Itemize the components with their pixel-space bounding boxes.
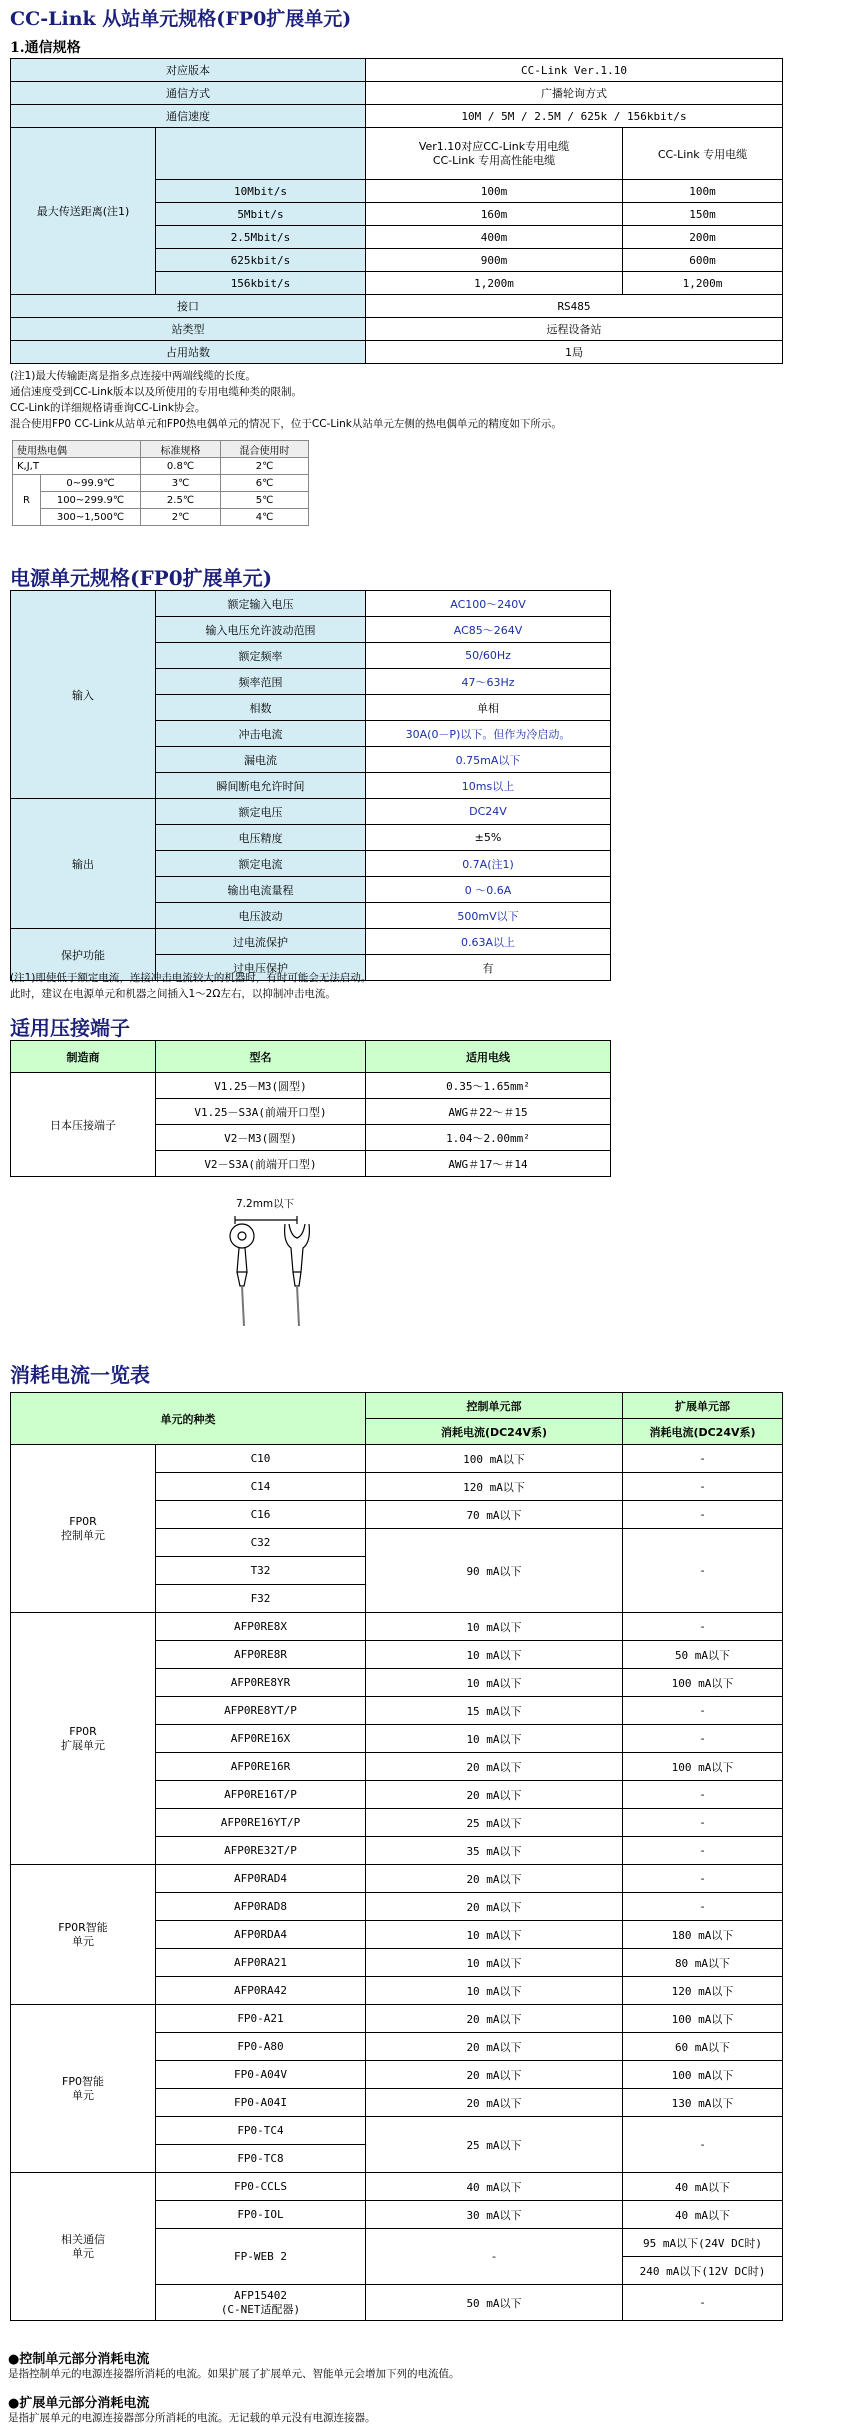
- thermo-std: 0.8℃: [141, 458, 221, 475]
- footnote-text: 是指控制单元的电源连接器所消耗的电流。如果扩展了扩展单元、智能单元会增加下列的电流值。: [8, 2368, 460, 2380]
- power-label: 额定电流: [156, 851, 366, 877]
- crimp-maker: 日本压接端子: [11, 1073, 156, 1177]
- ctrl-current: 10 mA以下: [366, 1949, 623, 1977]
- unit-name: AFP0RAD4: [156, 1865, 366, 1893]
- power-note: 此时，建议在电源单元和机器之间插入1～2Ω左右，以抑制冲击电流。: [10, 988, 336, 1000]
- crimp-wire: 0.35～1.65mm²: [366, 1073, 611, 1099]
- thermo-std: 2℃: [141, 509, 221, 526]
- unit-name: FP0-TC4: [156, 2117, 366, 2145]
- thermo-range: 300~1,500℃: [41, 509, 141, 526]
- group-label: FP0R 控制单元: [11, 1445, 156, 1613]
- power-label: 输出电流量程: [156, 877, 366, 903]
- unit-name: AFP0RE16YT/P: [156, 1809, 366, 1837]
- unit-name: FP0-A80: [156, 2033, 366, 2061]
- consumption-table: [10, 1392, 783, 2321]
- power-note: (注1)即使低于额定电流，连接冲击电流较大的机器时，有时可能会无法启动。: [10, 972, 372, 984]
- crimp-terminal-illustration: [215, 1210, 325, 1330]
- ctrl-current: 40 mA以下: [366, 2173, 623, 2201]
- ctrl-current: -: [366, 2229, 623, 2285]
- dist-a: 900m: [366, 249, 623, 272]
- exp-current: -: [623, 1697, 783, 1725]
- dist-b: 100m: [623, 180, 783, 203]
- ctrl-current: 15 mA以下: [366, 1697, 623, 1725]
- power-value: 单相: [366, 695, 611, 721]
- expansion-unit-subheader: 消耗电流(DC24V系): [623, 1419, 783, 1445]
- exp-current: -: [623, 1809, 783, 1837]
- control-unit-subheader: 消耗电流(DC24V系): [366, 1419, 623, 1445]
- comm-value: 广播轮询方式: [366, 82, 783, 105]
- power-label: 漏电流: [156, 747, 366, 773]
- comm-value: CC-Link Ver.1.10: [366, 59, 783, 82]
- exp-current: 100 mA以下: [623, 2005, 783, 2033]
- thermo-header: 使用热电偶: [13, 441, 141, 458]
- thermo-header: 混合使用时: [221, 441, 309, 458]
- power-value: 10ms以上: [366, 773, 611, 799]
- comm-spec-table: [10, 58, 783, 364]
- unit-name: T32: [156, 1557, 366, 1585]
- power-label: 额定电压: [156, 799, 366, 825]
- unit-name: AFP0RE16R: [156, 1753, 366, 1781]
- ctrl-current: 120 mA以下: [366, 1473, 623, 1501]
- output-group-label: 输出: [11, 799, 156, 929]
- thermo-mixed: 4℃: [221, 509, 309, 526]
- ctrl-current: 35 mA以下: [366, 1837, 623, 1865]
- ring-terminal-icon: [230, 1224, 254, 1248]
- ctrl-current: 25 mA以下: [366, 2117, 623, 2173]
- crimp-wire: AWG＃22～＃15: [366, 1099, 611, 1125]
- dist-a: 100m: [366, 180, 623, 203]
- power-label: 频率范围: [156, 669, 366, 695]
- power-label: 过电压保护: [156, 955, 366, 981]
- dist-speed: 5Mbit/s: [156, 203, 366, 226]
- exp-current: -: [623, 2117, 783, 2173]
- unit-name: AFP0RA21: [156, 1949, 366, 1977]
- exp-current: 40 mA以下: [623, 2173, 783, 2201]
- exp-current: 100 mA以下: [623, 2061, 783, 2089]
- exp-current: 95 mA以下(24V DC时): [623, 2229, 783, 2257]
- power-value: DC24V: [366, 799, 611, 825]
- power-value: 500mV以下: [366, 903, 611, 929]
- unit-type-header: 单元的种类: [11, 1393, 366, 1445]
- thermo-range: 100~299.9℃: [41, 492, 141, 509]
- thermo-mixed: 5℃: [221, 492, 309, 509]
- unit-name: AFP0RDA4: [156, 1921, 366, 1949]
- unit-name: AFP0RE32T/P: [156, 1837, 366, 1865]
- comm-label: 占用站数: [11, 341, 366, 364]
- dist-a: 160m: [366, 203, 623, 226]
- exp-current: 60 mA以下: [623, 2033, 783, 2061]
- unit-name: FP0-CCLS: [156, 2173, 366, 2201]
- unit-name: AFP0RAD8: [156, 1893, 366, 1921]
- comm-heading: 1.通信规格: [10, 40, 81, 56]
- dist-speed: 10Mbit/s: [156, 180, 366, 203]
- unit-name: F32: [156, 1585, 366, 1613]
- dist-head-1: Ver1.10对应CC-Link专用电缆 CC-Link 专用高性能电缆: [366, 128, 623, 180]
- group-label: FP0智能 单元: [11, 2005, 156, 2173]
- power-value: AC100～240V: [366, 591, 611, 617]
- dist-a: 1,200m: [366, 272, 623, 295]
- exp-current: 180 mA以下: [623, 1921, 783, 1949]
- footnote-heading: ●扩展单元部分消耗电流: [8, 2396, 150, 2411]
- unit-name: FP0-A04V: [156, 2061, 366, 2089]
- exp-current: 120 mA以下: [623, 1977, 783, 2005]
- power-value: 0.7A(注1): [366, 851, 611, 877]
- comm-label: 接口: [11, 295, 366, 318]
- exp-current: -: [623, 1893, 783, 1921]
- unit-name: AFP0RE8YT/P: [156, 1697, 366, 1725]
- exp-current: 100 mA以下: [623, 1669, 783, 1697]
- group-label: FP0R智能 单元: [11, 1865, 156, 2005]
- exp-current: -: [623, 1529, 783, 1613]
- unit-name: AFP0RE8R: [156, 1641, 366, 1669]
- exp-current: 240 mA以下(12V DC时): [623, 2257, 783, 2285]
- crimp-title: 适用压接端子: [10, 1016, 130, 1040]
- power-label: 额定频率: [156, 643, 366, 669]
- exp-current: -: [623, 1613, 783, 1641]
- power-label: 过电流保护: [156, 929, 366, 955]
- power-value: 0 ～0.6A: [366, 877, 611, 903]
- consumption-title: 消耗电流一览表: [10, 1363, 150, 1387]
- ctrl-current: 70 mA以下: [366, 1501, 623, 1529]
- power-title: 电源单元规格(FP0扩展单元): [10, 566, 273, 590]
- power-label: 电压精度: [156, 825, 366, 851]
- unit-name: AFP15402 (C-NET适配器): [156, 2285, 366, 2321]
- ctrl-current: 20 mA以下: [366, 2089, 623, 2117]
- footnote-heading: ●控制单元部分消耗电流: [8, 2352, 150, 2367]
- exp-current: -: [623, 1501, 783, 1529]
- ctrl-current: 100 mA以下: [366, 1445, 623, 1473]
- unit-name: AFP0RA42: [156, 1977, 366, 2005]
- ctrl-current: 20 mA以下: [366, 2005, 623, 2033]
- thermo-std: 2.5℃: [141, 492, 221, 509]
- exp-current: -: [623, 1781, 783, 1809]
- power-label: 瞬间断电允许时间: [156, 773, 366, 799]
- dist-head-2: CC-Link 专用电缆: [623, 128, 783, 180]
- unit-name: C14: [156, 1473, 366, 1501]
- exp-current: 130 mA以下: [623, 2089, 783, 2117]
- page-title: CC-Link 从站单元规格(FP0扩展单元): [10, 8, 352, 30]
- ctrl-current: 20 mA以下: [366, 1865, 623, 1893]
- crimp-header: 型名: [156, 1041, 366, 1073]
- dist-b: 200m: [623, 226, 783, 249]
- unit-name: AFP0RE8X: [156, 1613, 366, 1641]
- crimp-dimension-label: 7.2mm以下: [236, 1198, 295, 1210]
- ctrl-current: 10 mA以下: [366, 1613, 623, 1641]
- expansion-unit-header: 扩展单元部: [623, 1393, 783, 1419]
- unit-name: C10: [156, 1445, 366, 1473]
- exp-current: 50 mA以下: [623, 1641, 783, 1669]
- comm-value: RS485: [366, 295, 783, 318]
- exp-current: -: [623, 1445, 783, 1473]
- power-value: 50/60Hz: [366, 643, 611, 669]
- ctrl-current: 25 mA以下: [366, 1809, 623, 1837]
- unit-name: FP0-IOL: [156, 2201, 366, 2229]
- max-distance-label: 最大传送距离(注1): [11, 128, 156, 295]
- unit-name: FP0-TC8: [156, 2145, 366, 2173]
- power-label: 输入电压允许波动范围: [156, 617, 366, 643]
- power-label: 额定输入电压: [156, 591, 366, 617]
- dist-a: 400m: [366, 226, 623, 249]
- exp-current: -: [623, 1837, 783, 1865]
- group-label: 相关通信 单元: [11, 2173, 156, 2321]
- power-spec-table: [10, 590, 611, 981]
- protect-group-label: 保护功能: [11, 929, 156, 981]
- power-value: 47～63Hz: [366, 669, 611, 695]
- unit-name: C32: [156, 1529, 366, 1557]
- power-value: 0.75mA以下: [366, 747, 611, 773]
- unit-name: FP-WEB 2: [156, 2229, 366, 2285]
- dist-b: 600m: [623, 249, 783, 272]
- ctrl-current: 10 mA以下: [366, 1669, 623, 1697]
- comm-label: 站类型: [11, 318, 366, 341]
- unit-name: AFP0RE16X: [156, 1725, 366, 1753]
- comm-value: 1局: [366, 341, 783, 364]
- comm-label: 对应版本: [11, 59, 366, 82]
- unit-name: AFP0RE16T/P: [156, 1781, 366, 1809]
- exp-current: -: [623, 1725, 783, 1753]
- group-label: FP0R 扩展单元: [11, 1613, 156, 1865]
- unit-name: FP0-A21: [156, 2005, 366, 2033]
- comm-note: CC-Link的详细规格请垂询CC-Link协会。: [10, 402, 206, 414]
- power-value: 0.63A以上: [366, 929, 611, 955]
- crimp-table: [10, 1040, 611, 1177]
- thermocouple-table: [12, 440, 309, 526]
- crimp-model: V1.25－S3A(前端开口型): [156, 1099, 366, 1125]
- control-unit-header: 控制单元部: [366, 1393, 623, 1419]
- crimp-model: V2－S3A(前端开口型): [156, 1151, 366, 1177]
- ctrl-current: 20 mA以下: [366, 2061, 623, 2089]
- fork-terminal-icon: [285, 1224, 310, 1272]
- power-label: 相数: [156, 695, 366, 721]
- power-label: 电压波动: [156, 903, 366, 929]
- unit-name: FP0-A04I: [156, 2089, 366, 2117]
- ctrl-current: 20 mA以下: [366, 1781, 623, 1809]
- thermo-range: 0~99.9℃: [41, 475, 141, 492]
- footnote-text: 是指扩展单元的电源连接器部分所消耗的电流。无记载的单元没有电源连接器。: [8, 2412, 376, 2424]
- input-group-label: 输入: [11, 591, 156, 799]
- dist-b: 1,200m: [623, 272, 783, 295]
- comm-note: 混合使用FP0 CC-Link从站单元和FP0热电偶单元的情况下，位于CC-Link从站单元左侧的热电偶单元的精度如下所示。: [10, 418, 562, 430]
- ctrl-current: 10 mA以下: [366, 1921, 623, 1949]
- power-label: 冲击电流: [156, 721, 366, 747]
- power-value: 30A(0－P)以下。但作为冷启动。: [366, 721, 611, 747]
- comm-note: (注1)最大传输距离是指多点连接中两端线缆的长度。: [10, 370, 256, 382]
- thermo-mixed: 6℃: [221, 475, 309, 492]
- ctrl-current: 50 mA以下: [366, 2285, 623, 2321]
- crimp-wire: AWG＃17～＃14: [366, 1151, 611, 1177]
- ctrl-current: 20 mA以下: [366, 2033, 623, 2061]
- exp-current: -: [623, 1865, 783, 1893]
- thermo-type: K,J,T: [13, 458, 141, 475]
- ctrl-current: 20 mA以下: [366, 1893, 623, 1921]
- exp-current: 40 mA以下: [623, 2201, 783, 2229]
- exp-current: 100 mA以下: [623, 1753, 783, 1781]
- ctrl-current: 30 mA以下: [366, 2201, 623, 2229]
- dist-speed: 625kbit/s: [156, 249, 366, 272]
- thermo-mixed: 2℃: [221, 458, 309, 475]
- comm-value: 10M / 5M / 2.5M / 625k / 156kbit/s: [366, 105, 783, 128]
- crimp-model: V1.25－M3(圆型): [156, 1073, 366, 1099]
- power-value: 有: [366, 955, 611, 981]
- crimp-model: V2－M3(圆型): [156, 1125, 366, 1151]
- power-value: ±5%: [366, 825, 611, 851]
- unit-name: C16: [156, 1501, 366, 1529]
- ctrl-current: 90 mA以下: [366, 1529, 623, 1613]
- comm-note: 通信速度受到CC-Link版本以及所使用的专用电缆种类的限制。: [10, 386, 302, 398]
- crimp-header: 制造商: [11, 1041, 156, 1073]
- dist-speed: 156kbit/s: [156, 272, 366, 295]
- thermo-std: 3℃: [141, 475, 221, 492]
- ctrl-current: 10 mA以下: [366, 1725, 623, 1753]
- comm-label: 通信方式: [11, 82, 366, 105]
- crimp-header: 适用电线: [366, 1041, 611, 1073]
- ctrl-current: 10 mA以下: [366, 1977, 623, 2005]
- dist-speed: 2.5Mbit/s: [156, 226, 366, 249]
- exp-current: -: [623, 2285, 783, 2321]
- crimp-wire: 1.04～2.00mm²: [366, 1125, 611, 1151]
- thermo-type: R: [13, 475, 41, 526]
- exp-current: 80 mA以下: [623, 1949, 783, 1977]
- unit-name: AFP0RE8YR: [156, 1669, 366, 1697]
- exp-current: -: [623, 1473, 783, 1501]
- comm-value: 远程设备站: [366, 318, 783, 341]
- comm-label: 通信速度: [11, 105, 366, 128]
- thermo-header: 标准规格: [141, 441, 221, 458]
- ctrl-current: 10 mA以下: [366, 1641, 623, 1669]
- dist-b: 150m: [623, 203, 783, 226]
- ctrl-current: 20 mA以下: [366, 1753, 623, 1781]
- power-value: AC85～264V: [366, 617, 611, 643]
